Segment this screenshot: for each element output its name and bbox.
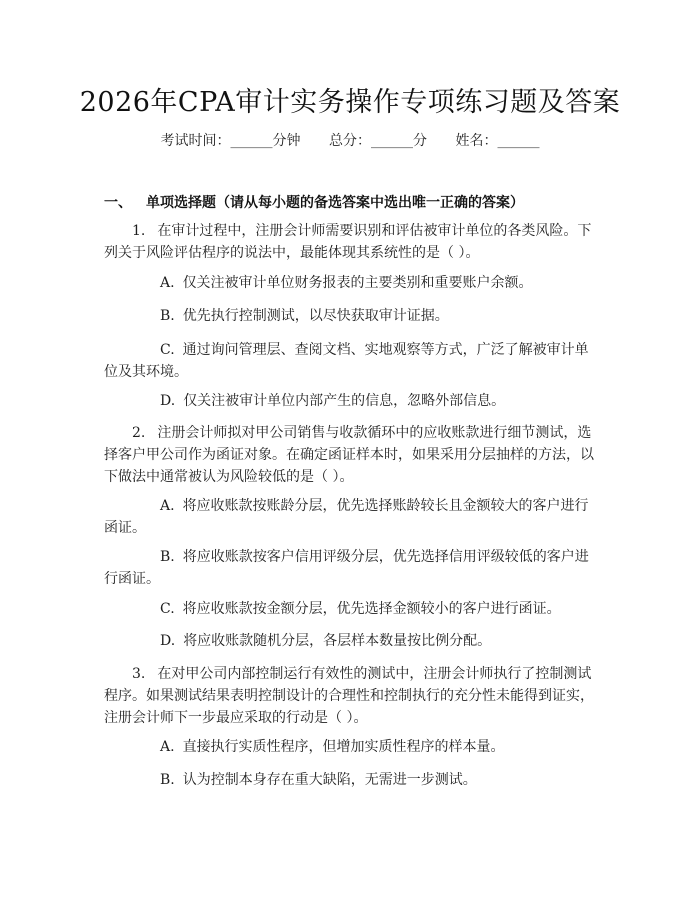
option-item	[104, 305, 600, 327]
question-number: 3.	[132, 666, 146, 682]
question-text	[104, 422, 600, 488]
option-text: 仅关注被审计单位内部产生的信息，忽略外部信息。	[183, 393, 506, 409]
option-letter: A.	[160, 739, 175, 755]
option-letter: D.	[160, 633, 176, 649]
question-body: 在对甲公司内部控制运行有效性的测试中，注册会计师执行了控制测试程序。如果测试结果表明控制设计的合理性和控制执行的充分性未能得到证实，注册会计师下一步最应采取的行动是（ ）。	[104, 666, 594, 726]
question-text	[104, 663, 600, 729]
option-text: 将应收账款按金额分层，优先选择金额较小的客户进行函证。	[182, 601, 561, 617]
option-item	[104, 390, 600, 412]
option-text: 优先执行控制测试，以尽快获取审计证据。	[182, 308, 449, 324]
question-number: 1.	[132, 223, 146, 239]
option-text: 将应收账款按客户信用评级分层，优先选择信用评级较低的客户进行函证。	[104, 549, 589, 587]
name-field: 姓名：______	[455, 133, 540, 149]
total-score-field: 总分：______分	[329, 133, 427, 149]
option-item	[104, 769, 600, 791]
option-letter: C.	[160, 342, 175, 358]
option-item	[104, 546, 600, 590]
option-item	[104, 736, 600, 758]
option-text: 认为控制本身存在重大缺陷，无需进一步测试。	[182, 772, 477, 788]
option-letter: B.	[160, 308, 175, 324]
option-item	[104, 272, 600, 294]
section-number: 一、	[104, 195, 132, 211]
question-body: 注册会计师拟对甲公司销售与收款循环中的应收账款进行细节测试，选择客户甲公司作为函证对象。在确定函证样本时，如果采用分层抽样的方法，以下做法中通常被认为风险较低的是（ ）。	[104, 425, 594, 485]
option-item	[104, 630, 600, 652]
page-title: 2026年CPA审计实务操作专项练习题及答案	[79, 87, 621, 118]
option-item	[104, 495, 600, 539]
option-letter: B.	[160, 772, 175, 788]
section-heading	[104, 192, 524, 212]
option-letter: C.	[160, 601, 175, 617]
option-text: 仅关注被审计单位财务报表的主要类别和重要账户余额。	[182, 275, 533, 291]
option-letter: D.	[160, 393, 176, 409]
option-text: 直接执行实质性程序，但增加实质性程序的样本量。	[182, 739, 505, 755]
option-text: 将应收账款按账龄分层，优先选择账龄较长且金额较大的客户进行函证。	[104, 498, 589, 536]
section-title: 单项选择题（请从每小题的备选答案中选出唯一正确的答案）	[146, 195, 524, 211]
option-letter: B.	[160, 549, 175, 565]
question-body: 在审计过程中，注册会计师需要识别和评估被审计单位的各类风险。下列关于风险评估程序的说法中，最能体现其系统性的是（ ）。	[104, 223, 592, 261]
option-text: 通过询问管理层、查阅文档、实地观察等方式，广泛了解被审计单位及其环境。	[104, 342, 589, 380]
option-letter: A.	[160, 498, 175, 514]
question-number: 2.	[132, 425, 146, 441]
option-text: 将应收账款随机分层，各层样本数量按比例分配。	[183, 633, 492, 649]
option-item	[104, 339, 600, 383]
option-letter: A.	[160, 275, 175, 291]
option-item	[104, 598, 600, 620]
question-text	[104, 220, 600, 264]
exam-meta	[0, 130, 700, 150]
exam-time-field: 考试时间：______分钟	[160, 133, 301, 149]
